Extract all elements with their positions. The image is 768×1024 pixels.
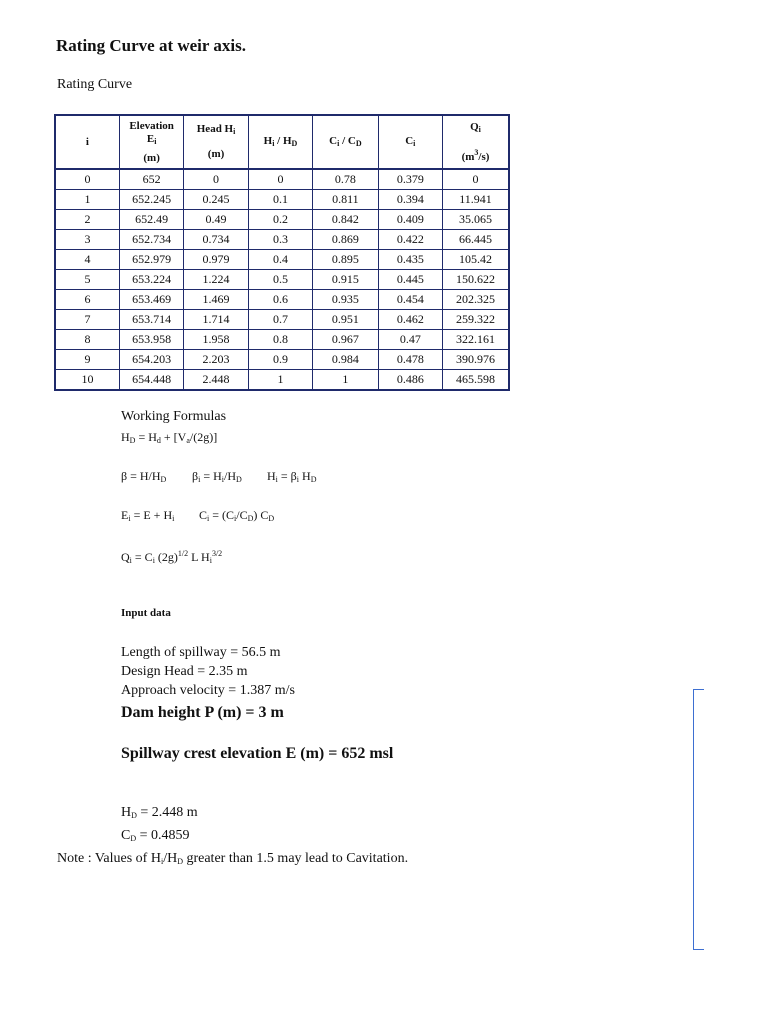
- cell-elevation: 652.245: [119, 190, 183, 210]
- cell-coef: 0.394: [378, 190, 442, 210]
- header-i: i: [55, 115, 119, 169]
- cell-head: 1.224: [184, 270, 248, 290]
- cell-discharge: 11.941: [443, 190, 509, 210]
- cell-coef: 0.379: [378, 169, 442, 190]
- rating-curve-table: [54, 114, 510, 391]
- table-row: [55, 290, 509, 310]
- cell-i: 7: [55, 310, 119, 330]
- table-row: [55, 350, 509, 370]
- input-dam-height: Dam height P (m) = 3 m: [121, 704, 284, 721]
- formula-beta: $\beta = H/H_D$: [121, 469, 167, 484]
- cell-coef: 0.478: [378, 350, 442, 370]
- cell-i: 4: [55, 250, 119, 270]
- cell-i: 6: [55, 290, 119, 310]
- cell-head: 0: [184, 169, 248, 190]
- rating-curve-label: Rating Curve: [57, 77, 133, 92]
- cell-coef-ratio: 0.984: [313, 350, 378, 370]
- cell-coef-ratio: 0.935: [313, 290, 378, 310]
- cell-elevation: 654.203: [119, 350, 183, 370]
- cell-coef-ratio: 0.811: [313, 190, 378, 210]
- cell-head: 1.958: [184, 330, 248, 350]
- cell-discharge: 35.065: [443, 210, 509, 230]
- cell-coef: 0.47: [378, 330, 442, 350]
- cell-coef: 0.422: [378, 230, 442, 250]
- header-head-ratio: $H_i / H_D$: [248, 115, 312, 169]
- cell-coef-ratio: 0.869: [313, 230, 378, 250]
- cell-head-ratio: 0.6: [248, 290, 312, 310]
- cell-coef-ratio: 0.967: [313, 330, 378, 350]
- cavitation-note: Note : Values of $H_i/H_D$ greater than 1.5 may lead to Cavitation.: [57, 851, 409, 866]
- cell-discharge: 322.161: [443, 330, 509, 350]
- cell-head-ratio: 1: [248, 370, 312, 391]
- cell-head-ratio: 0.4: [248, 250, 312, 270]
- header-head: Head $H_i$ (m): [184, 115, 248, 169]
- cell-i: 10: [55, 370, 119, 391]
- cell-elevation: 652.734: [119, 230, 183, 250]
- result-design-coef: $C_D = 0.4859$: [121, 828, 190, 843]
- table-row: [55, 270, 509, 290]
- cell-discharge: 202.325: [443, 290, 509, 310]
- cell-elevation: 652.979: [119, 250, 183, 270]
- cell-discharge: 390.976: [443, 350, 509, 370]
- table-row: [55, 210, 509, 230]
- table-row: [55, 310, 509, 330]
- margin-bracket: [693, 689, 704, 950]
- cell-head: 2.203: [184, 350, 248, 370]
- cell-i: 0: [55, 169, 119, 190]
- table-row: [55, 190, 509, 210]
- cell-head: 1.714: [184, 310, 248, 330]
- header-coef: $C_i$: [378, 115, 442, 169]
- cell-head-ratio: 0.1: [248, 190, 312, 210]
- input-design-head: Design Head = 2.35 m: [121, 664, 248, 679]
- cell-elevation: 652.49: [119, 210, 183, 230]
- formula-beta-i: $\beta_i = H_i/H_D$: [192, 469, 242, 484]
- cell-coef-ratio: 0.915: [313, 270, 378, 290]
- table-row: [55, 169, 509, 190]
- cell-coef: 0.486: [378, 370, 442, 391]
- header-elevation: Elevation $E_i$ (m): [119, 115, 183, 169]
- cell-discharge: 259.322: [443, 310, 509, 330]
- cell-i: 5: [55, 270, 119, 290]
- result-design-head: $H_D = 2.448$ m: [121, 805, 198, 820]
- cell-elevation: 653.469: [119, 290, 183, 310]
- cell-i: 3: [55, 230, 119, 250]
- input-length: Length of spillway = 56.5 m: [121, 645, 281, 660]
- table-row: [55, 230, 509, 250]
- cell-i: 8: [55, 330, 119, 350]
- cell-coef-ratio: 0.895: [313, 250, 378, 270]
- cell-coef-ratio: 0.951: [313, 310, 378, 330]
- formula-head-i: $H_i = \beta_i$ $H_D$: [267, 469, 317, 484]
- cell-coef: 0.445: [378, 270, 442, 290]
- cell-head-ratio: 0.5: [248, 270, 312, 290]
- cell-elevation: 652: [119, 169, 183, 190]
- cell-coef-ratio: 1: [313, 370, 378, 391]
- cell-elevation: 653.958: [119, 330, 183, 350]
- cell-discharge: 66.445: [443, 230, 509, 250]
- cell-i: 1: [55, 190, 119, 210]
- header-discharge: $Q_i$ $(m^3/s)$: [443, 115, 509, 169]
- input-approach-velocity: Approach velocity = 1.387 m/s: [121, 683, 295, 698]
- cell-head: 0.979: [184, 250, 248, 270]
- cell-coef: 0.454: [378, 290, 442, 310]
- cell-i: 9: [55, 350, 119, 370]
- cell-coef: 0.409: [378, 210, 442, 230]
- input-data-heading: Input data: [121, 607, 171, 619]
- input-crest-elevation: Spillway crest elevation E (m) = 652 msl: [121, 745, 394, 762]
- cell-coef-ratio: 0.78: [313, 169, 378, 190]
- cell-coef: 0.462: [378, 310, 442, 330]
- formulas-heading: Working Formulas: [121, 409, 227, 424]
- formula-elevation-i: $E_i = E + H_i$: [121, 508, 175, 523]
- cell-elevation: 653.714: [119, 310, 183, 330]
- formula-discharge-i: $Q_i = C_i$ $(2g)^{1/2}$ L $H_i^{3/2}$: [121, 549, 223, 565]
- cell-i: 2: [55, 210, 119, 230]
- table-row: [55, 370, 509, 391]
- cell-coef: 0.435: [378, 250, 442, 270]
- cell-head-ratio: 0.2: [248, 210, 312, 230]
- table-row: [55, 330, 509, 350]
- cell-head: 1.469: [184, 290, 248, 310]
- cell-discharge: 105.42: [443, 250, 509, 270]
- header-coef-ratio: $C_i / C_D$: [313, 115, 378, 169]
- cell-elevation: 653.224: [119, 270, 183, 290]
- cell-head-ratio: 0.9: [248, 350, 312, 370]
- cell-discharge: 150.622: [443, 270, 509, 290]
- cell-head-ratio: 0: [248, 169, 312, 190]
- cell-head-ratio: 0.3: [248, 230, 312, 250]
- cell-head: 0.245: [184, 190, 248, 210]
- cell-head-ratio: 0.8: [248, 330, 312, 350]
- cell-head: 2.448: [184, 370, 248, 391]
- table-header-row: [55, 115, 509, 169]
- document-title: Rating Curve at weir axis.: [56, 36, 246, 55]
- cell-head: 0.49: [184, 210, 248, 230]
- cell-coef-ratio: 0.842: [313, 210, 378, 230]
- cell-elevation: 654.448: [119, 370, 183, 391]
- formula-coef-i: $C_i = (C_i/C_D)$ $C_D$: [199, 508, 275, 523]
- cell-head-ratio: 0.7: [248, 310, 312, 330]
- formula-design-head: $H_D = H_d + [V_a/(2g)]$: [121, 430, 218, 445]
- cell-discharge: 0: [443, 169, 509, 190]
- table-row: [55, 250, 509, 270]
- cell-head: 0.734: [184, 230, 248, 250]
- cell-discharge: 465.598: [443, 370, 509, 391]
